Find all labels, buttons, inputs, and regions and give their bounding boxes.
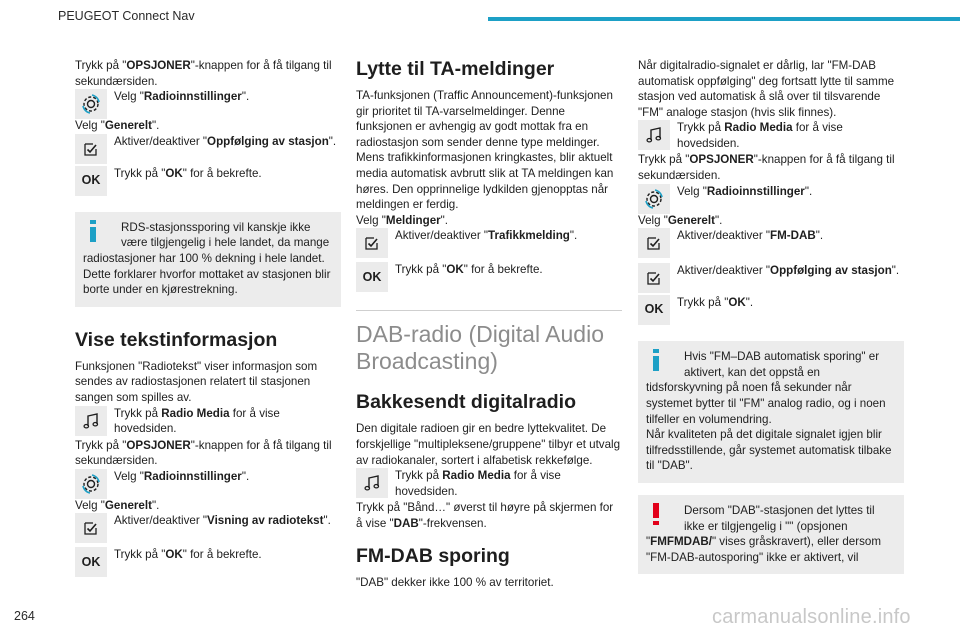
radio-settings-icon <box>638 184 670 214</box>
paragraph: Funksjonen "Radiotekst" viser informasjon som sendes av radiostasjonen relatert til stasjonen sangen som spilles av. <box>75 359 318 404</box>
paragraph: Velg "Generelt". <box>75 498 160 512</box>
paragraph: Velg "Generelt". <box>638 213 723 227</box>
paragraph: Når digitalradio-signalet er dårlig, lar "FM-DAB automatisk oppfølging" deg fortsatt lytte til samme stasjon ved automatisk å slå over til tilsvarende "FM" analoge stasjon (hvis slik finnes). <box>638 59 895 119</box>
note-text: "FMFMDAB/" vises gråskravert), eller dersom "FM-DAB-autosporing" ikke er aktivert, vil <box>646 535 882 564</box>
step-row: Trykk på Radio Media for å vise hovedsiden. <box>356 468 622 500</box>
music-note-icon <box>356 468 388 498</box>
step-row: Trykk på Radio Media for å vise hovedsiden. <box>75 406 341 438</box>
info-icon <box>83 220 103 247</box>
paragraph: Trykk på "OPSJONER"-knappen for å få tilgang til sekundærsiden. <box>75 438 332 468</box>
paragraph: Trykk på "OPSJONER"-knappen for å få tilgang til sekundærsiden. <box>75 59 332 88</box>
step-row: Aktiver/deaktiver "Oppfølging av stasjon". <box>75 134 341 166</box>
step-row: OK Trykk på "OK". <box>638 295 904 327</box>
checkbox-icon <box>356 228 388 258</box>
section-heading: Vise tekstinformasjon <box>75 328 278 351</box>
note-text: Når kvaliteten på det digitale signalet igjen blir tilfredsstillende, går systemet automatisk tilbake til "DAB". <box>646 428 892 473</box>
info-note <box>75 212 341 307</box>
music-note-icon <box>638 120 670 150</box>
section-divider <box>356 310 622 311</box>
step-row: Aktiver/deaktiver "FM-DAB". <box>638 228 904 260</box>
info-icon <box>646 349 666 376</box>
warning-note <box>638 495 904 574</box>
paragraph: Velg "Meldinger". <box>356 213 449 227</box>
step-row: Aktiver/deaktiver "Oppfølging av stasjon". <box>638 263 904 295</box>
section-heading: FM-DAB sporing <box>356 545 510 568</box>
column-right <box>638 58 904 574</box>
header-accent-bar <box>488 17 960 21</box>
chapter-heading: DAB-radio (Digital Audio Broadcasting) <box>356 321 605 375</box>
step-row: OK Trykk på "OK" for å bekrefte. <box>75 547 341 579</box>
step-row: Velg "Radioinnstillinger". <box>75 469 341 497</box>
paragraph: Trykk på "OPSJONER"-knappen for å få tilgang til sekundærsiden. <box>638 153 895 182</box>
music-note-icon <box>75 406 107 436</box>
watermark: carmanualsonline.info <box>712 606 911 628</box>
checkbox-icon <box>75 513 107 543</box>
ok-icon: OK <box>356 262 388 292</box>
note-text: tidsforskyvning på noen få sekunder når systemet bytter til "FM" analog radio, og i noen tilfeller en volumendring. <box>646 381 886 426</box>
info-note <box>638 341 904 483</box>
note-text: Dersom "DAB"-stasjonen det lyttes til ikke er tilgjengelig i "" (opsjonen <box>684 503 875 533</box>
note-text: Hvis "FM–DAB automatisk sporing" er aktivert, kan det oppstå en <box>684 350 880 379</box>
radio-settings-icon <box>75 89 107 119</box>
warning-icon <box>646 503 666 530</box>
section-heading: Bakkesendt digitalradio <box>356 391 576 414</box>
page-number: 264 <box>14 609 35 623</box>
step-row: Aktiver/deaktiver "Visning av radiotekst". <box>75 513 341 545</box>
section-heading: Lytte til TA-meldinger <box>356 58 555 80</box>
note-text: RDS-stasjonssporing vil kanskje ikke være tilgjengelig i hele landet, da mange <box>121 220 330 250</box>
step-row: Velg "Radioinnstillinger". <box>75 89 341 117</box>
step-row: Aktiver/deaktiver "Trafikkmelding". <box>356 228 622 260</box>
paragraph: Velg "Generelt". <box>75 119 160 133</box>
step-row: Trykk på Radio Media for å vise hovedsiden. <box>638 120 904 152</box>
checkbox-icon <box>75 134 107 164</box>
paragraph: Trykk på "Bånd…" øverst til høyre på skjermen for å vise "DAB"-frekvensen. <box>356 501 614 530</box>
ok-icon: OK <box>638 295 670 325</box>
paragraph: "DAB" dekker ikke 100 % av territoriet. <box>356 576 554 590</box>
step-row: Velg "Radioinnstillinger". <box>638 184 904 212</box>
note-text: radiostasjoner har 100 % dekning i hele landet. Dette forklarer hvorfor mottaket av stasjonen blir borte under en kjørestrekning. <box>83 251 331 297</box>
ok-icon: OK <box>75 547 107 577</box>
step-row: OK Trykk på "OK" for å bekrefte. <box>75 166 341 198</box>
ok-icon: OK <box>75 166 107 196</box>
paragraph: Den digitale radioen gir en bedre lyttekvalitet. De forskjellige "multipleksene/gruppene" tilbyr et utvalg av radiokanaler, sortert i alfabetisk rekkefølge. <box>356 422 621 467</box>
checkbox-icon <box>638 228 670 258</box>
step-row: OK Trykk på "OK" for å bekrefte. <box>356 262 622 294</box>
paragraph: TA-funksjonen (Traffic Announcement)-funksjonen gir prioritet til TA-varselmeldinger. Denne funksjonen er avhengig av godt mottak fra en radiostasjon som sender denne type meldinger. Mens trafikkinformasjonen kringkastes, blir aktuelt media automatisk avbrutt slik at TA meldingen kan høres. Den opprinnelige lydkilden gjenopptas når meldingen er ferdig. <box>356 89 614 212</box>
column-left <box>75 58 341 579</box>
checkbox-icon <box>638 263 670 293</box>
column-middle <box>356 58 622 591</box>
radio-settings-icon <box>75 469 107 499</box>
running-header: PEUGEOT Connect Nav <box>58 9 195 23</box>
